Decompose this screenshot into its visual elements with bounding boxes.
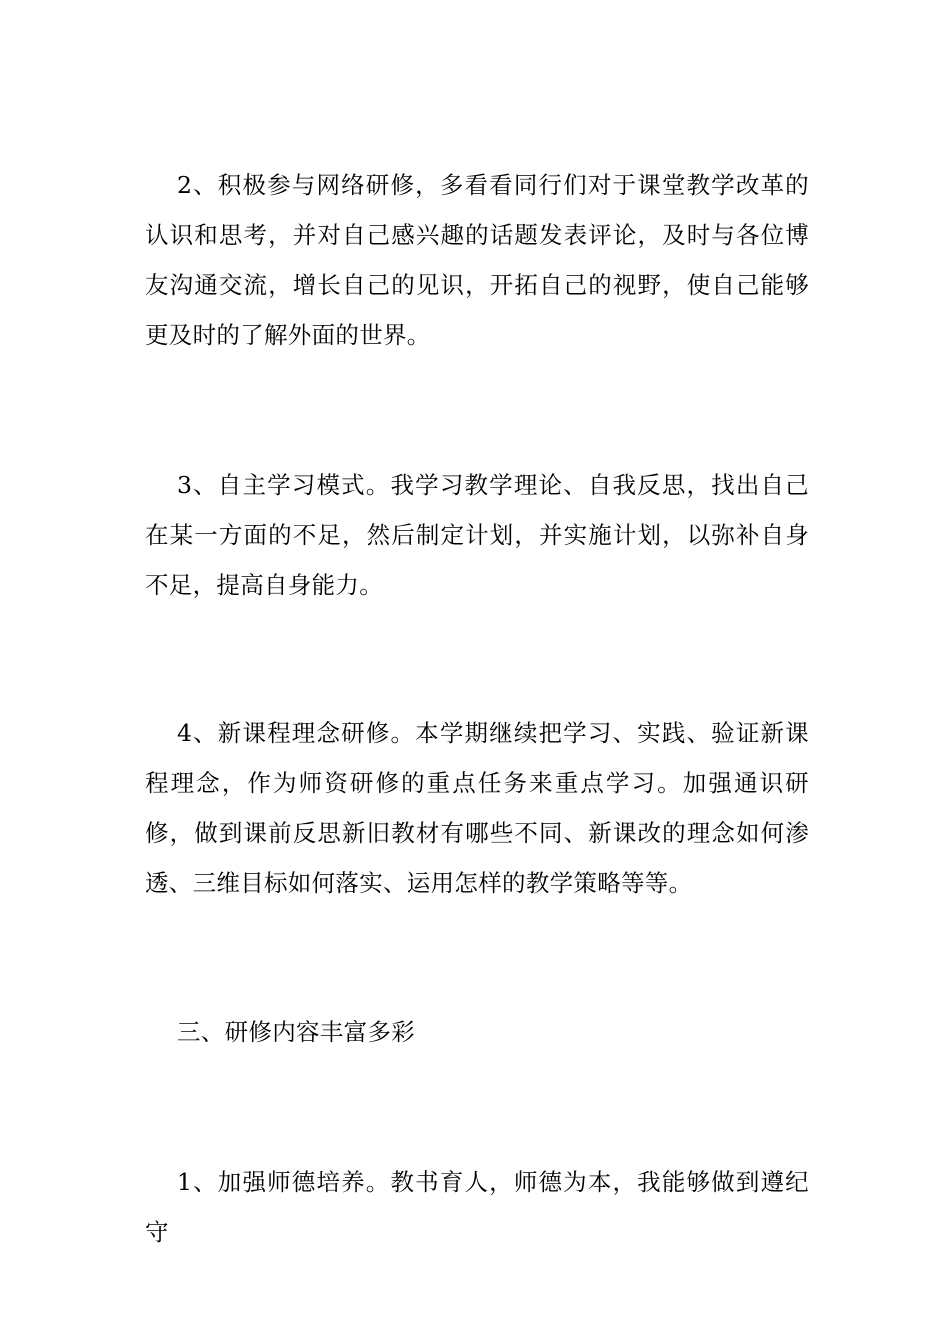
paragraph-ethics: 1、加强师德培养。教书育人，师德为本，我能够做到遵纪守 (145, 1168, 809, 1246)
section-heading: 三、研修内容丰富多彩 (177, 1018, 415, 1046)
paragraph-online-study: 2、积极参与网络研修，多看看同行们对于课堂教学改革的认识和思考，并对自己感兴趣的话题发表评论，及时与各位博友沟通交流，增长自己的见识，开拓自己的视野，使自己能够更及时的了解外面的世界。 (145, 171, 809, 349)
paragraph-new-curriculum: 4、新课程理念研修。本学期继续把学习、实践、验证新课程理念，作为师资研修的重点任务来重点学习。加强通识研修，做到课前反思新旧教材有哪些不同、新课改的理念如何渗透、三维目标如何落实、运用怎样的教学策略等等。 (145, 719, 809, 897)
paragraph-self-study: 3、自主学习模式。我学习教学理论、自我反思，找出自己在某一方面的不足，然后制定计划，并实施计划，以弥补自身不足，提高自身能力。 (145, 471, 809, 599)
